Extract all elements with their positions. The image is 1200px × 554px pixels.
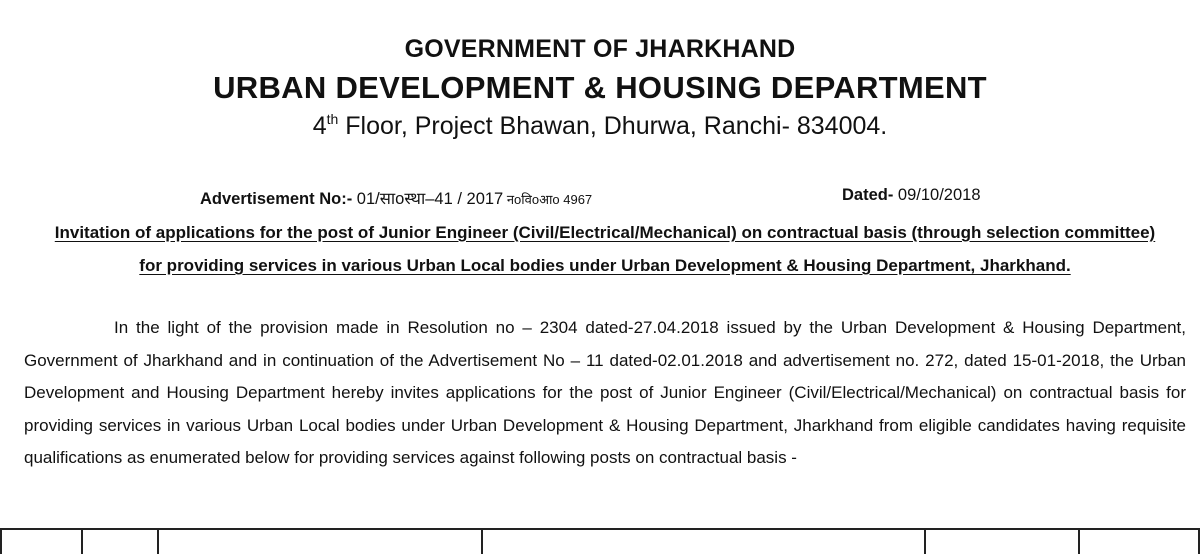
table-column-divider	[0, 528, 2, 554]
advertisement-label: Advertisement No:-	[200, 190, 353, 208]
subject-heading: Invitation of applications for the post of Junior Engineer (Civil/Electrical/Mechanical) on contractual basis (through selection committee) for providing services in various Urban Local bodies under Urban Development & Housing Department, Jharkhand.	[54, 223, 1156, 275]
table-column-divider	[481, 528, 483, 554]
government-heading: GOVERNMENT OF JHARKHAND	[404, 35, 796, 63]
advertisement-number-line	[200, 186, 592, 209]
dated-line	[842, 186, 981, 205]
dated-label: Dated-	[842, 186, 894, 204]
address-floor-suffix: th	[326, 111, 339, 127]
positions-table-top	[0, 528, 1200, 554]
department-heading: URBAN DEVELOPMENT & HOUSING DEPARTMENT	[213, 70, 987, 105]
table-top-border	[0, 528, 1200, 530]
advertisement-reference: नoविoआo 4967	[503, 192, 593, 207]
address-text: Floor, Project Bhawan, Dhurwa, Ranchi- 834004.	[338, 112, 888, 140]
table-column-divider	[1078, 528, 1080, 554]
department-address	[0, 112, 1200, 141]
advertisement-number: 01/साoस्था–41 / 2017	[352, 190, 504, 208]
table-column-divider	[81, 528, 83, 554]
address-floor-number: 4	[312, 112, 327, 140]
body-paragraph: In the light of the provision made in Resolution no – 2304 dated-27.04.2018 issued by the Urban Development & Housing Department, Government of Jharkhand and in continuation of the Advertisement No – 11 dated-02.01.2018 and advertisement no. 272, dated 15-01-2018, the Urban Development and Housing Department hereby invites applications for the post of Junior Engineer (Civil/Electrical/Mechanical) on contractual basis for providing services in various Urban Local bodies under Urban Development & Housing Department, Jharkhand from eligible candidates having requisite qualifications as enumerated below for providing services against following posts on contractual basis -	[24, 318, 1186, 467]
dated-value: 09/10/2018	[893, 186, 981, 204]
table-column-divider	[924, 528, 926, 554]
table-column-divider	[157, 528, 159, 554]
